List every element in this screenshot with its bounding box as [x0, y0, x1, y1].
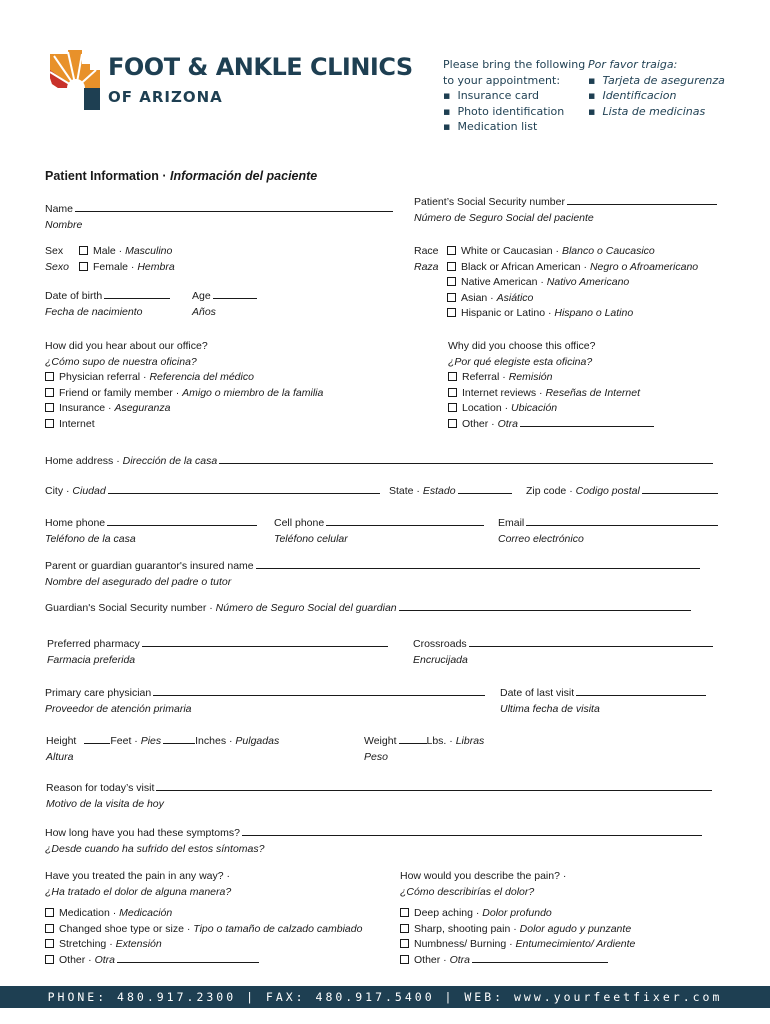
- describe-pain-section: How would you describe the pain? · ¿Cómo describirías el dolor? Deep aching · Dolor profundo Sharp, shooting pain · Dolor agudo y punzante Numbness/ Burning · Entumecimiento/ Ardiente Other · Otra: [400, 870, 636, 966]
- female-checkbox[interactable]: [79, 262, 88, 271]
- treated-checkbox[interactable]: [45, 939, 54, 948]
- bring-list-spanish: [588, 57, 725, 119]
- describe-checkbox[interactable]: [400, 908, 409, 917]
- treated-checkbox[interactable]: [45, 955, 54, 964]
- hear-checkbox[interactable]: [45, 403, 54, 412]
- bring-title-line2: to your appointment:: [443, 73, 561, 87]
- race-checkbox[interactable]: [447, 262, 456, 271]
- treated-checkbox[interactable]: [45, 908, 54, 917]
- symptom-duration-field[interactable]: How long have you had these symptoms? ¿Desde cuando ha sufrido del estos síntomas?: [45, 826, 702, 857]
- bring-item: ▪ Lista de medicinas: [588, 104, 706, 118]
- treated-checkbox[interactable]: [45, 924, 54, 933]
- bring-item: ▪ Insurance card: [443, 89, 540, 102]
- describe-checkbox[interactable]: [400, 924, 409, 933]
- section-title: Patient Information · Información del paciente: [45, 169, 318, 183]
- sex-field: Sex Male · Masculino Sexo Female · Hembra: [45, 245, 175, 273]
- race-checkbox[interactable]: [447, 293, 456, 302]
- why-choose-section: Why did you choose this office? ¿Por qué elegiste esta oficina? Referral · Remisión Internet reviews · Reseñas de Internet Location · Ubicación Other · Otra: [448, 339, 654, 432]
- home-address-field[interactable]: Home address · Dirección de la casa: [45, 454, 713, 470]
- describe-checkbox[interactable]: [400, 939, 409, 948]
- guardian-name-field[interactable]: Parent or guardian guarantor's insured name Nombre del asegurado del padre o tutor: [45, 559, 700, 590]
- weight-field[interactable]: Weight Lbs. · Libras Peso: [364, 735, 485, 763]
- hear-checkbox[interactable]: [45, 388, 54, 397]
- footer-contact-bar: PHONE: 480.917.2300 | FAX: 480.917.5400 | WEB: www.yourfeetfixer.com: [0, 986, 770, 1008]
- treated-question: Have you treated the pain in any way? ·: [45, 870, 231, 882]
- email-field[interactable]: Email Correo electrónico: [498, 516, 718, 547]
- dob-field[interactable]: Date of birth Fecha de nacimiento: [45, 289, 170, 320]
- describe-checkbox[interactable]: [400, 955, 409, 964]
- age-field[interactable]: Age Años: [192, 289, 257, 320]
- bring-item: ▪ Photo identification: [443, 104, 565, 118]
- race-checkbox[interactable]: [447, 277, 456, 286]
- hear-question: How did you hear about our office?: [45, 340, 208, 352]
- bring-title-es: Por favor traiga:: [588, 58, 678, 71]
- why-checkbox[interactable]: [448, 388, 457, 397]
- treated-section: Have you treated the pain in any way? · ¿Ha tratado el dolor de alguna manera? Medication · Medicación Changed shoe type or size · Tipo o tamaño de calzado cambiado Stretching · Extensión Other · Otra: [45, 870, 363, 966]
- hear-checkbox[interactable]: [45, 372, 54, 381]
- pharmacy-field[interactable]: Preferred pharmacy Farmacia preferida: [47, 637, 388, 668]
- why-checkbox[interactable]: [448, 372, 457, 381]
- bring-item: ▪ Identificacion: [588, 89, 677, 102]
- cell-phone-field[interactable]: Cell phone Teléfono celular: [274, 516, 484, 547]
- ssn-field[interactable]: Patient’s Social Security number Número de Seguro Social del paciente: [414, 195, 717, 226]
- race-field: Race White or Caucasian · Blanco o Caucasico Raza Black or African American · Negro o Afroamericano Native American · Nativo Americano Asian · Asiático Hispanic or Latino · Hispano o Latino: [414, 245, 699, 319]
- describe-question: How would you describe the pain? ·: [400, 870, 567, 882]
- guardian-ssn-field[interactable]: Guardian's Social Security number · Número de Seguro Social del guardian: [45, 601, 691, 617]
- why-question: Why did you choose this office?: [448, 340, 596, 352]
- hear-checkbox[interactable]: [45, 419, 54, 428]
- state-field[interactable]: State · Estado: [389, 484, 512, 500]
- bring-item: ▪ Tarjeta de asegurenza: [588, 73, 725, 87]
- why-checkbox[interactable]: [448, 419, 457, 428]
- logo-subtitle: OF ARIZONA: [108, 88, 223, 106]
- last-visit-field[interactable]: Date of last visit Ultima fecha de visita: [500, 686, 706, 717]
- why-checkbox[interactable]: [448, 403, 457, 412]
- zip-field[interactable]: Zip code · Codigo postal: [526, 484, 718, 500]
- male-checkbox[interactable]: [79, 246, 88, 255]
- hear-about-section: How did you hear about our office? ¿Cómo supo de nuestra oficina? Physician referral · Referencia del médico Friend or family member · Amigo o miembro de la familia Insurance · Aseguranza Internet: [45, 340, 324, 430]
- crossroads-field[interactable]: Crossroads Encrucijada: [413, 637, 713, 668]
- bring-title-line1: Please bring the following: [443, 58, 586, 71]
- race-checkbox[interactable]: [447, 246, 456, 255]
- arizona-sun-logo-icon: [48, 48, 104, 110]
- reason-field[interactable]: Reason for today’s visit Motivo de la visita de hoy: [46, 781, 712, 812]
- bring-list-english: [443, 57, 585, 135]
- home-phone-field[interactable]: Home phone Teléfono de la casa: [45, 516, 257, 547]
- race-checkbox[interactable]: [447, 308, 456, 317]
- city-field[interactable]: City · Ciudad: [45, 484, 380, 500]
- height-field[interactable]: Height Feet · Pies Inches · Pulgadas Altura: [46, 735, 280, 763]
- logo-title: FOOT & ANKLE CLINICS: [108, 53, 413, 81]
- bring-item: ▪ Medication list: [443, 120, 538, 133]
- name-field[interactable]: Name Nombre: [45, 202, 393, 233]
- pcp-field[interactable]: Primary care physician Proveedor de atención primaria: [45, 686, 485, 717]
